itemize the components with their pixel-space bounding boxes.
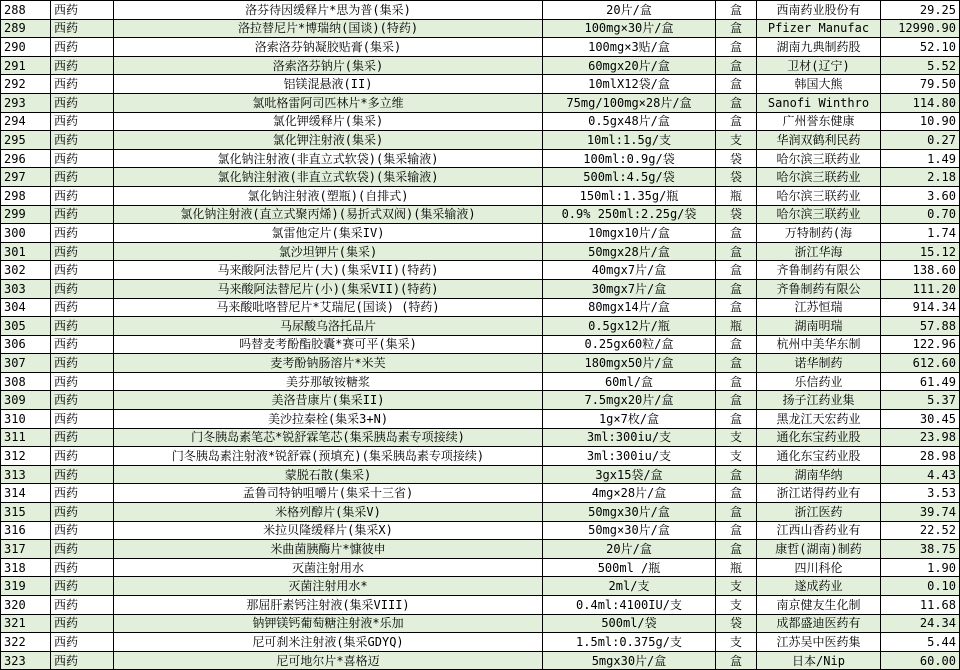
unit-cell[interactable]: 盒 (716, 521, 757, 540)
price-cell[interactable]: 0.70 (881, 205, 960, 224)
table-row[interactable] (1, 410, 960, 429)
price-cell[interactable]: 39.74 (881, 503, 960, 522)
drug-name-cell[interactable]: 氯化钠注射液(塑瓶)(自排式) (114, 186, 543, 205)
specification-cell[interactable]: 20片/盒 (543, 540, 716, 559)
row-number[interactable]: 301 (1, 242, 51, 261)
row-number[interactable]: 293 (1, 93, 51, 112)
price-cell[interactable]: 15.12 (881, 242, 960, 261)
row-number[interactable]: 321 (1, 614, 51, 633)
price-cell[interactable]: 23.98 (881, 428, 960, 447)
row-number[interactable]: 305 (1, 317, 51, 336)
unit-cell[interactable]: 支 (716, 428, 757, 447)
drug-name-cell[interactable]: 氯化钠注射液(非直立式软袋)(集采输液) (114, 168, 543, 187)
category-cell[interactable]: 西药 (51, 372, 114, 391)
table-row[interactable] (1, 224, 960, 243)
specification-cell[interactable]: 0.9% 250ml:2.25g/袋 (543, 205, 716, 224)
category-cell[interactable]: 西药 (51, 651, 114, 670)
row-number[interactable]: 318 (1, 558, 51, 577)
specification-cell[interactable]: 30mgx7片/盒 (543, 279, 716, 298)
category-cell[interactable]: 西药 (51, 112, 114, 131)
specification-cell[interactable]: 2ml/支 (543, 577, 716, 596)
specification-cell[interactable]: 3ml:300iu/支 (543, 447, 716, 466)
category-cell[interactable]: 西药 (51, 447, 114, 466)
unit-cell[interactable]: 盒 (716, 298, 757, 317)
unit-cell[interactable]: 支 (716, 633, 757, 652)
specification-cell[interactable]: 50mgx28片/盒 (543, 242, 716, 261)
manufacturer-cell[interactable]: 广州誉东健康 (757, 112, 881, 131)
unit-cell[interactable]: 盒 (716, 19, 757, 38)
manufacturer-cell[interactable]: 浙江医药 (757, 503, 881, 522)
category-cell[interactable]: 西药 (51, 205, 114, 224)
table-row[interactable] (1, 168, 960, 187)
specification-cell[interactable]: 0.25gx60粒/盒 (543, 335, 716, 354)
specification-cell[interactable]: 50mgx30片/盒 (543, 503, 716, 522)
specification-cell[interactable]: 150ml:1.35g/瓶 (543, 186, 716, 205)
table-row[interactable] (1, 558, 960, 577)
price-cell[interactable]: 12990.90 (881, 19, 960, 38)
price-cell[interactable]: 914.34 (881, 298, 960, 317)
category-cell[interactable]: 西药 (51, 614, 114, 633)
unit-cell[interactable]: 袋 (716, 168, 757, 187)
unit-cell[interactable]: 盒 (716, 112, 757, 131)
manufacturer-cell[interactable]: 江苏吴中医药集 (757, 633, 881, 652)
price-cell[interactable]: 1.74 (881, 224, 960, 243)
price-cell[interactable]: 1.90 (881, 558, 960, 577)
unit-cell[interactable]: 盒 (716, 391, 757, 410)
drug-name-cell[interactable]: 尼可地尔片*喜格迈 (114, 651, 543, 670)
drug-name-cell[interactable]: 门冬胰岛素注射液*锐舒霖(预填充)(集采胰岛素专项接续) (114, 447, 543, 466)
specification-cell[interactable]: 0.5gx48片/盒 (543, 112, 716, 131)
specification-cell[interactable]: 40mgx7片/盒 (543, 261, 716, 280)
price-cell[interactable]: 5.44 (881, 633, 960, 652)
unit-cell[interactable]: 盒 (716, 261, 757, 280)
price-cell[interactable]: 111.20 (881, 279, 960, 298)
table-row[interactable] (1, 186, 960, 205)
price-cell[interactable]: 61.49 (881, 372, 960, 391)
unit-cell[interactable]: 盒 (716, 75, 757, 94)
row-number[interactable]: 295 (1, 131, 51, 150)
category-cell[interactable]: 西药 (51, 224, 114, 243)
manufacturer-cell[interactable]: 湖南明瑞 (757, 317, 881, 336)
unit-cell[interactable]: 盒 (716, 279, 757, 298)
drug-name-cell[interactable]: 铝镁混悬液(II) (114, 75, 543, 94)
specification-cell[interactable]: 1.5ml:0.375g/支 (543, 633, 716, 652)
price-cell[interactable]: 2.18 (881, 168, 960, 187)
price-cell[interactable]: 1.49 (881, 149, 960, 168)
price-cell[interactable]: 57.88 (881, 317, 960, 336)
price-cell[interactable]: 3.53 (881, 484, 960, 503)
price-cell[interactable]: 10.90 (881, 112, 960, 131)
row-number[interactable]: 313 (1, 465, 51, 484)
category-cell[interactable]: 西药 (51, 317, 114, 336)
row-number[interactable]: 320 (1, 596, 51, 615)
manufacturer-cell[interactable]: 西南药业股份有 (757, 1, 881, 20)
drug-name-cell[interactable]: 尼可刹米注射液(集采GDYQ) (114, 633, 543, 652)
drug-name-cell[interactable]: 灭菌注射用水 (114, 558, 543, 577)
category-cell[interactable]: 西药 (51, 596, 114, 615)
drug-name-cell[interactable]: 氯化钠注射液(非直立式软袋)(集采输液) (114, 149, 543, 168)
price-cell[interactable]: 24.34 (881, 614, 960, 633)
unit-cell[interactable]: 盒 (716, 484, 757, 503)
specification-cell[interactable]: 10mgx10片/盒 (543, 224, 716, 243)
row-number[interactable]: 292 (1, 75, 51, 94)
manufacturer-cell[interactable]: 通化东宝药业股 (757, 428, 881, 447)
category-cell[interactable]: 西药 (51, 540, 114, 559)
drug-name-cell[interactable]: 马来酸吡咯替尼片*艾瑞尼(国谈) (特药) (114, 298, 543, 317)
unit-cell[interactable]: 盒 (716, 372, 757, 391)
specification-cell[interactable]: 180mgx50片/盒 (543, 354, 716, 373)
category-cell[interactable]: 西药 (51, 1, 114, 20)
manufacturer-cell[interactable]: 湖南九典制药股 (757, 38, 881, 57)
drug-name-cell[interactable]: 氯雷他定片(集采IV) (114, 224, 543, 243)
manufacturer-cell[interactable]: 哈尔滨三联药业 (757, 205, 881, 224)
specification-cell[interactable]: 4mg×28片/盒 (543, 484, 716, 503)
specification-cell[interactable]: 500ml /瓶 (543, 558, 716, 577)
category-cell[interactable]: 西药 (51, 521, 114, 540)
manufacturer-cell[interactable]: 乐信药业 (757, 372, 881, 391)
drug-name-cell[interactable]: 马来酸阿法替尼片(大)(集采VII)(特药) (114, 261, 543, 280)
table-row[interactable] (1, 465, 960, 484)
price-cell[interactable]: 114.80 (881, 93, 960, 112)
category-cell[interactable]: 西药 (51, 149, 114, 168)
unit-cell[interactable]: 盒 (716, 354, 757, 373)
category-cell[interactable]: 西药 (51, 465, 114, 484)
manufacturer-cell[interactable]: 诺华制药 (757, 354, 881, 373)
unit-cell[interactable]: 盒 (716, 465, 757, 484)
table-row[interactable] (1, 75, 960, 94)
row-number[interactable]: 298 (1, 186, 51, 205)
table-row[interactable] (1, 484, 960, 503)
table-row[interactable] (1, 503, 960, 522)
drug-name-cell[interactable]: 氯化钠注射液(直立式聚丙烯)(易折式双阀)(集采输液) (114, 205, 543, 224)
price-cell[interactable]: 79.50 (881, 75, 960, 94)
row-number[interactable]: 300 (1, 224, 51, 243)
row-number[interactable]: 289 (1, 19, 51, 38)
drug-name-cell[interactable]: 米格列醇片(集采V) (114, 503, 543, 522)
specification-cell[interactable]: 75mg/100mg×28片/盒 (543, 93, 716, 112)
table-row[interactable] (1, 521, 960, 540)
specification-cell[interactable]: 60mgx20片/盒 (543, 56, 716, 75)
drug-name-cell[interactable]: 那屈肝素钙注射液(集采VIII) (114, 596, 543, 615)
table-row[interactable] (1, 38, 960, 57)
category-cell[interactable]: 西药 (51, 168, 114, 187)
drug-name-cell[interactable]: 吗替麦考酚酯胶囊*赛可平(集采) (114, 335, 543, 354)
unit-cell[interactable]: 盒 (716, 224, 757, 243)
manufacturer-cell[interactable]: 南京健友生化制 (757, 596, 881, 615)
specification-cell[interactable]: 100mg×3贴/盒 (543, 38, 716, 57)
drug-name-cell[interactable]: 米拉贝隆缓释片(集采X) (114, 521, 543, 540)
price-cell[interactable]: 52.10 (881, 38, 960, 57)
price-cell[interactable]: 22.52 (881, 521, 960, 540)
drug-name-cell[interactable]: 门冬胰岛素笔芯*锐舒霖笔芯(集采胰岛素专项接续) (114, 428, 543, 447)
category-cell[interactable]: 西药 (51, 56, 114, 75)
manufacturer-cell[interactable]: 康哲(湖南)制药 (757, 540, 881, 559)
specification-cell[interactable]: 60ml/盒 (543, 372, 716, 391)
drug-name-cell[interactable]: 米曲菌胰酶片*慷彼申 (114, 540, 543, 559)
row-number[interactable]: 316 (1, 521, 51, 540)
specification-cell[interactable]: 3ml:300iu/支 (543, 428, 716, 447)
row-number[interactable]: 288 (1, 1, 51, 20)
category-cell[interactable]: 西药 (51, 186, 114, 205)
manufacturer-cell[interactable]: 遂成药业 (757, 577, 881, 596)
specification-cell[interactable]: 0.4ml:4100IU/支 (543, 596, 716, 615)
row-number[interactable]: 302 (1, 261, 51, 280)
drug-name-cell[interactable]: 氯化钾缓释片(集采) (114, 112, 543, 131)
category-cell[interactable]: 西药 (51, 261, 114, 280)
specification-cell[interactable]: 100mg×30片/盒 (543, 19, 716, 38)
drug-name-cell[interactable]: 灭菌注射用水* (114, 577, 543, 596)
category-cell[interactable]: 西药 (51, 410, 114, 429)
manufacturer-cell[interactable]: 卫材(辽宁) (757, 56, 881, 75)
row-number[interactable]: 315 (1, 503, 51, 522)
specification-cell[interactable]: 500ml/袋 (543, 614, 716, 633)
price-cell[interactable]: 3.60 (881, 186, 960, 205)
manufacturer-cell[interactable]: 湖南华纳 (757, 465, 881, 484)
manufacturer-cell[interactable]: 通化东宝药业股 (757, 447, 881, 466)
price-cell[interactable]: 612.60 (881, 354, 960, 373)
manufacturer-cell[interactable]: 江西山香药业有 (757, 521, 881, 540)
specification-cell[interactable]: 10mlX12袋/盒 (543, 75, 716, 94)
table-row[interactable] (1, 335, 960, 354)
unit-cell[interactable]: 支 (716, 131, 757, 150)
row-number[interactable]: 322 (1, 633, 51, 652)
price-cell[interactable]: 11.68 (881, 596, 960, 615)
table-row[interactable] (1, 93, 960, 112)
category-cell[interactable]: 西药 (51, 503, 114, 522)
table-row[interactable] (1, 298, 960, 317)
table-row[interactable] (1, 19, 960, 38)
unit-cell[interactable]: 支 (716, 447, 757, 466)
manufacturer-cell[interactable]: 韩国大熊 (757, 75, 881, 94)
category-cell[interactable]: 西药 (51, 558, 114, 577)
unit-cell[interactable]: 盒 (716, 93, 757, 112)
drug-name-cell[interactable]: 美沙拉秦栓(集采3+N) (114, 410, 543, 429)
table-row[interactable] (1, 354, 960, 373)
drug-name-cell[interactable]: 美洛昔康片(集采II) (114, 391, 543, 410)
category-cell[interactable]: 西药 (51, 19, 114, 38)
manufacturer-cell[interactable]: 杭州中美华东制 (757, 335, 881, 354)
drug-name-cell[interactable]: 氯吡格雷阿司匹林片*多立维 (114, 93, 543, 112)
drug-name-cell[interactable]: 氯化钾注射液(集采) (114, 131, 543, 150)
manufacturer-cell[interactable]: 哈尔滨三联药业 (757, 149, 881, 168)
manufacturer-cell[interactable]: 齐鲁制药有限公 (757, 279, 881, 298)
category-cell[interactable]: 西药 (51, 75, 114, 94)
row-number[interactable]: 312 (1, 447, 51, 466)
unit-cell[interactable]: 盒 (716, 335, 757, 354)
row-number[interactable]: 314 (1, 484, 51, 503)
table-row[interactable] (1, 651, 960, 670)
category-cell[interactable]: 西药 (51, 335, 114, 354)
table-row[interactable] (1, 577, 960, 596)
price-cell[interactable]: 122.96 (881, 335, 960, 354)
table-row[interactable] (1, 391, 960, 410)
price-cell[interactable]: 30.45 (881, 410, 960, 429)
row-number[interactable]: 299 (1, 205, 51, 224)
table-row[interactable] (1, 372, 960, 391)
unit-cell[interactable]: 盒 (716, 1, 757, 20)
manufacturer-cell[interactable]: 日本/Nip (757, 651, 881, 670)
unit-cell[interactable]: 盒 (716, 651, 757, 670)
row-number[interactable]: 297 (1, 168, 51, 187)
specification-cell[interactable]: 20片/盒 (543, 1, 716, 20)
category-cell[interactable]: 西药 (51, 484, 114, 503)
table-row[interactable] (1, 428, 960, 447)
category-cell[interactable]: 西药 (51, 93, 114, 112)
unit-cell[interactable]: 袋 (716, 149, 757, 168)
category-cell[interactable]: 西药 (51, 633, 114, 652)
drug-name-cell[interactable]: 马来酸阿法替尼片(小)(集采VII)(特药) (114, 279, 543, 298)
drug-name-cell[interactable]: 麦考酚钠肠溶片*米芙 (114, 354, 543, 373)
manufacturer-cell[interactable]: 成都盛迪医药有 (757, 614, 881, 633)
row-number[interactable]: 308 (1, 372, 51, 391)
table-row[interactable] (1, 317, 960, 336)
price-cell[interactable]: 5.52 (881, 56, 960, 75)
category-cell[interactable]: 西药 (51, 428, 114, 447)
row-number[interactable]: 290 (1, 38, 51, 57)
unit-cell[interactable]: 盒 (716, 38, 757, 57)
unit-cell[interactable]: 瓶 (716, 317, 757, 336)
specification-cell[interactable]: 50mg×30片/盒 (543, 521, 716, 540)
manufacturer-cell[interactable]: 哈尔滨三联药业 (757, 186, 881, 205)
specification-cell[interactable]: 3gx15袋/盒 (543, 465, 716, 484)
manufacturer-cell[interactable]: 哈尔滨三联药业 (757, 168, 881, 187)
specification-cell[interactable]: 5mgx30片/盒 (543, 651, 716, 670)
row-number[interactable]: 296 (1, 149, 51, 168)
specification-cell[interactable]: 7.5mgx20片/盒 (543, 391, 716, 410)
row-number[interactable]: 309 (1, 391, 51, 410)
row-number[interactable]: 304 (1, 298, 51, 317)
row-number[interactable]: 319 (1, 577, 51, 596)
category-cell[interactable]: 西药 (51, 131, 114, 150)
unit-cell[interactable]: 袋 (716, 614, 757, 633)
specification-cell[interactable]: 0.5gx12片/瓶 (543, 317, 716, 336)
specification-cell[interactable]: 80mgx14片/盒 (543, 298, 716, 317)
price-cell[interactable]: 5.37 (881, 391, 960, 410)
table-row[interactable] (1, 614, 960, 633)
row-number[interactable]: 307 (1, 354, 51, 373)
table-body (1, 1, 960, 670)
price-cell[interactable]: 0.27 (881, 131, 960, 150)
unit-cell[interactable]: 盒 (716, 540, 757, 559)
drug-name-cell[interactable]: 洛芬待因缓释片*思为普(集采) (114, 1, 543, 20)
drug-name-cell[interactable]: 洛索洛芬钠凝胶贴膏(集采) (114, 38, 543, 57)
row-number[interactable]: 317 (1, 540, 51, 559)
table-row[interactable] (1, 279, 960, 298)
row-number[interactable]: 311 (1, 428, 51, 447)
price-cell[interactable]: 0.10 (881, 577, 960, 596)
category-cell[interactable]: 西药 (51, 242, 114, 261)
manufacturer-cell[interactable]: Pfizer Manufac (757, 19, 881, 38)
manufacturer-cell[interactable]: 扬子江药业集 (757, 391, 881, 410)
category-cell[interactable]: 西药 (51, 577, 114, 596)
price-cell[interactable]: 38.75 (881, 540, 960, 559)
drug-name-cell[interactable]: 美芬那敏铵糖浆 (114, 372, 543, 391)
manufacturer-cell[interactable]: 江苏恒瑞 (757, 298, 881, 317)
row-number[interactable]: 294 (1, 112, 51, 131)
category-cell[interactable]: 西药 (51, 38, 114, 57)
specification-cell[interactable]: 1g×7枚/盒 (543, 410, 716, 429)
table-row[interactable] (1, 633, 960, 652)
category-cell[interactable]: 西药 (51, 354, 114, 373)
drug-name-cell[interactable]: 洛索洛芬钠片(集采) (114, 56, 543, 75)
category-cell[interactable]: 西药 (51, 391, 114, 410)
row-number[interactable]: 303 (1, 279, 51, 298)
manufacturer-cell[interactable]: 华润双鹤利民药 (757, 131, 881, 150)
price-cell[interactable]: 138.60 (881, 261, 960, 280)
table-row[interactable] (1, 1, 960, 20)
unit-cell[interactable]: 盒 (716, 242, 757, 261)
row-number[interactable]: 323 (1, 651, 51, 670)
price-cell[interactable]: 60.00 (881, 651, 960, 670)
unit-cell[interactable]: 盒 (716, 410, 757, 429)
manufacturer-cell[interactable]: 黑龙江天宏药业 (757, 410, 881, 429)
drug-name-cell[interactable]: 洛拉替尼片*博瑞纳(国谈)(特药) (114, 19, 543, 38)
unit-cell[interactable]: 支 (716, 596, 757, 615)
unit-cell[interactable]: 瓶 (716, 558, 757, 577)
drug-name-cell[interactable]: 蒙脱石散(集采) (114, 465, 543, 484)
row-number[interactable]: 291 (1, 56, 51, 75)
manufacturer-cell[interactable]: 四川科伦 (757, 558, 881, 577)
unit-cell[interactable]: 支 (716, 577, 757, 596)
specification-cell[interactable]: 500ml:4.5g/袋 (543, 168, 716, 187)
table-row[interactable] (1, 447, 960, 466)
manufacturer-cell[interactable]: 浙江华海 (757, 242, 881, 261)
specification-cell[interactable]: 100ml:0.9g/袋 (543, 149, 716, 168)
unit-cell[interactable]: 盒 (716, 56, 757, 75)
unit-cell[interactable]: 瓶 (716, 186, 757, 205)
drug-name-cell[interactable]: 孟鲁司特钠咀嚼片(集采十三省) (114, 484, 543, 503)
drug-name-cell[interactable]: 钠钾镁钙葡萄糖注射液*乐加 (114, 614, 543, 633)
drug-name-cell[interactable]: 马尿酸乌洛托品片 (114, 317, 543, 336)
specification-cell[interactable]: 10ml:1.5g/支 (543, 131, 716, 150)
table-row[interactable] (1, 149, 960, 168)
price-cell[interactable]: 4.43 (881, 465, 960, 484)
unit-cell[interactable]: 袋 (716, 205, 757, 224)
table-row[interactable] (1, 56, 960, 75)
table-row[interactable] (1, 596, 960, 615)
row-number[interactable]: 306 (1, 335, 51, 354)
drug-name-cell[interactable]: 氯沙坦钾片(集采) (114, 242, 543, 261)
price-cell[interactable]: 29.25 (881, 1, 960, 20)
category-cell[interactable]: 西药 (51, 298, 114, 317)
table-row[interactable] (1, 205, 960, 224)
table-row[interactable] (1, 112, 960, 131)
manufacturer-cell[interactable]: Sanofi Winthro (757, 93, 881, 112)
manufacturer-cell[interactable]: 齐鲁制药有限公 (757, 261, 881, 280)
table-row[interactable] (1, 261, 960, 280)
table-row[interactable] (1, 242, 960, 261)
price-cell[interactable]: 28.98 (881, 447, 960, 466)
unit-cell[interactable]: 盒 (716, 503, 757, 522)
table-row[interactable] (1, 131, 960, 150)
category-cell[interactable]: 西药 (51, 279, 114, 298)
row-number[interactable]: 310 (1, 410, 51, 429)
table-row[interactable] (1, 540, 960, 559)
manufacturer-cell[interactable]: 万特制药(海 (757, 224, 881, 243)
manufacturer-cell[interactable]: 浙江诺得药业有 (757, 484, 881, 503)
